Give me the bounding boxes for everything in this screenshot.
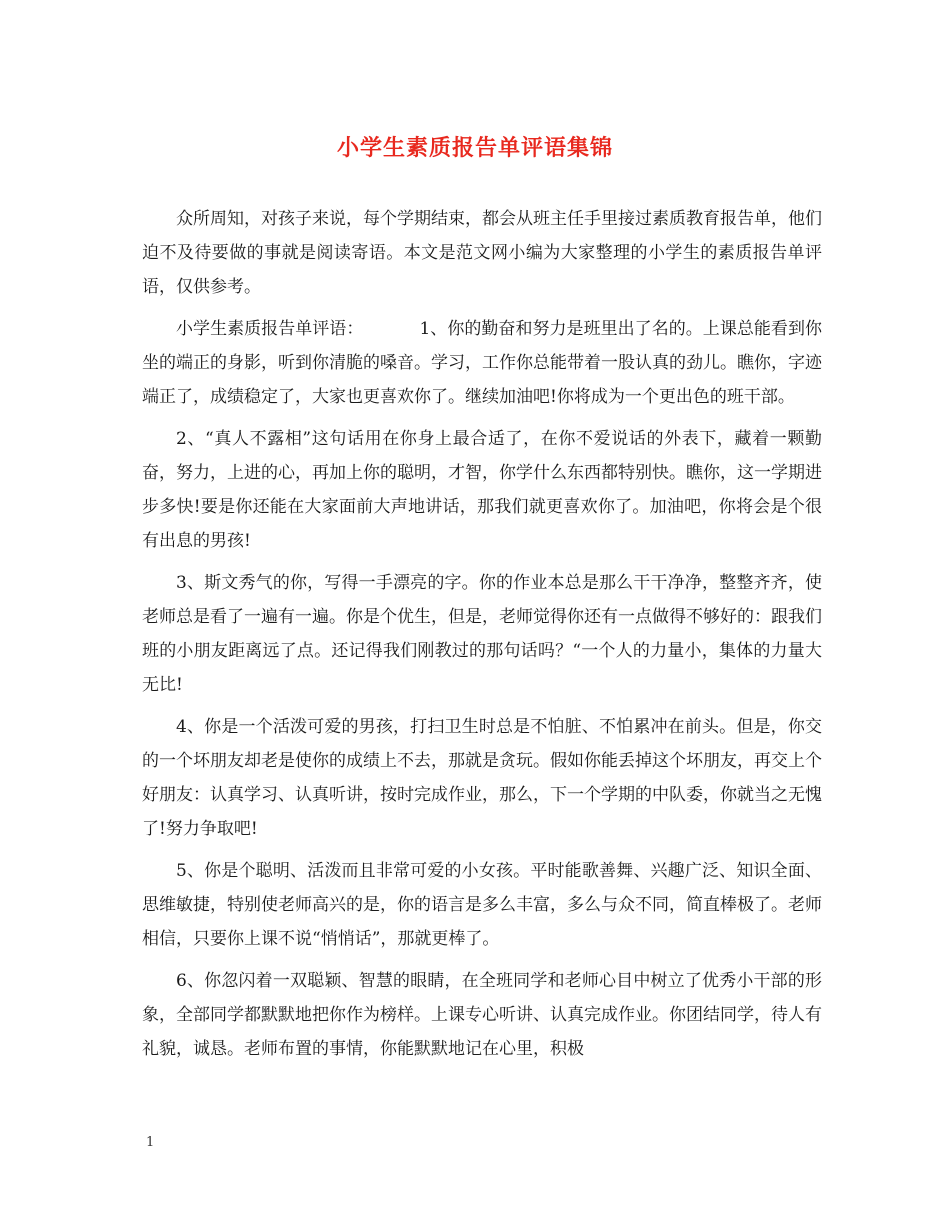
section-paragraph — [142, 312, 822, 414]
comment-5: 5、你是个聪明、活泼而且非常可爱的小女孩。平时能歌善舞、兴趣广泛、知识全面、思维敏捷，特别使老师高兴的是，你的语言是多么丰富，多么与众不同，简直棒极了。老师相信，只要你上课不说“悄悄话”，那就更棒了。 — [142, 861, 822, 949]
section-label: 小学生素质报告单评语： — [176, 319, 364, 339]
comment-6: 6、你忽闪着一双聪颖、智慧的眼睛，在全班同学和老师心目中树立了优秀小干部的形象，全部同学都默默地把你作为榜样。上课专心听讲、认真完成作业。你团结同学，待人有礼貌，诚恳。老师布置的事情，你能默默地记在心里，积极 — [142, 971, 822, 1059]
comment-3: 3、斯文秀气的你，写得一手漂亮的字。你的作业本总是那么干干净净，整整齐齐，使老师总是看了一遍有一遍。你是个优生，但是，老师觉得你还有一点做得不够好的：跟我们班的小朋友距离远了点。还记得我们刚教过的那句话吗？“一个人的力量小，集体的力量大无比! — [142, 573, 822, 695]
intro-paragraph: 众所周知，对孩子来说，每个学期结束，都会从班主任手里接过素质教育报告单，他们迫不及待要做的事就是阅读寄语。本文是范文网小编为大家整理的小学生的素质报告单评语，仅供参考。 — [142, 209, 822, 297]
page-number: 1 — [146, 1135, 155, 1150]
document-body — [142, 202, 822, 1074]
comment-2: 2、“真人不露相”这句话用在你身上最合适了，在你不爱说话的外表下，藏着一颗勤奋，努力，上进的心，再加上你的聪明，才智，你学什么东西都特别快。瞧你，这一学期进步多快!要是你还能在大家面前大声地讲话，那我们就更喜欢你了。加油吧，你将会是个很有出息的男孩! — [142, 429, 822, 551]
comment-4: 4、你是一个活泼可爱的男孩，打扫卫生时总是不怕脏、不怕累冲在前头。但是，你交的一个坏朋友却老是使你的成绩上不去，那就是贪玩。假如你能丢掉这个坏朋友，再交上个好朋友：认真学习、认真听讲，按时完成作业，那么，下一个学期的中队委，你就当之无愧了!努力争取吧! — [142, 717, 822, 839]
document-title: 小学生素质报告单评语集锦 — [336, 135, 613, 161]
comment-1: 1、你的勤奋和努力是班里出了名的。上课总能看到你坐的端正的身影，听到你清脆的嗓音。学习，工作你总能带着一股认真的劲儿。瞧你，字迹端正了，成绩稳定了，大家也更喜欢你了。继续加油吧!你将成为一个更出色的班干部。 — [142, 319, 822, 407]
